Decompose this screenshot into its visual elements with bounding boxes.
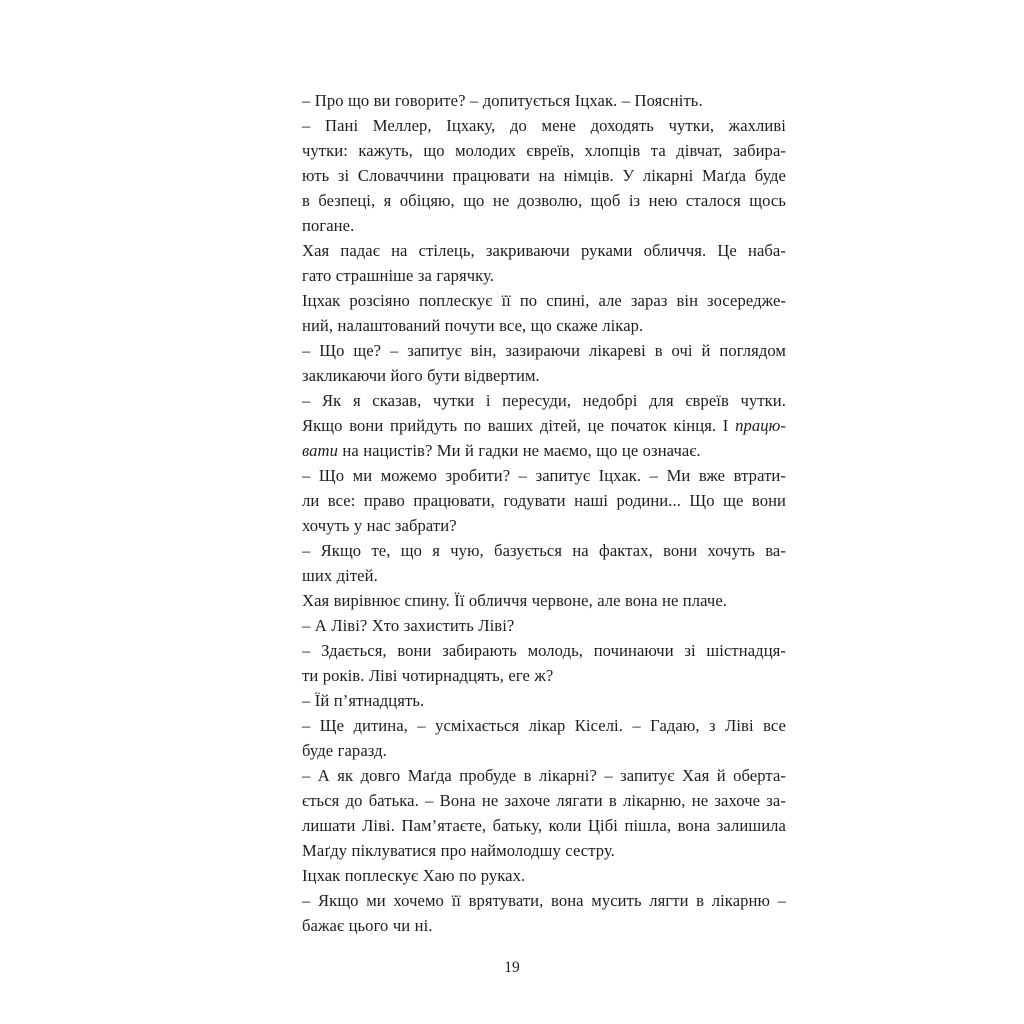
paragraph xyxy=(276,388,786,463)
text-line: – Що ще? – запитує він, зазираючи лікареві в очі й поглядом xyxy=(302,341,786,360)
text-line: – Їй п’ятнадцять. xyxy=(302,691,425,710)
text-line: – Пані Меллер, Іцхаку, до мене доходять чутки, жахливі xyxy=(302,116,786,135)
paragraph xyxy=(276,238,786,288)
text-line: хочуть у нас забрати? xyxy=(302,516,457,535)
text-line: Хая падає на стілець, закриваючи руками обличчя. Це наба- xyxy=(302,241,786,260)
text-line: погане. xyxy=(302,216,355,235)
paragraph xyxy=(276,863,786,888)
text-line: Якщо вони прийдуть по ваших дітей, це початок кінця. І працю- xyxy=(302,416,786,435)
text-line: – Здається, вони забирають молодь, починаючи зі шістнадця- xyxy=(302,641,786,660)
paragraph xyxy=(276,113,786,238)
text-line: Хая вирівнює спину. Її обличчя червоне, але вона не плаче. xyxy=(302,591,728,610)
text-line: Іцхак розсіяно поплескує її по спині, але зараз він зосередже- xyxy=(302,291,786,310)
text-line: Маґду піклуватися про наймолодшу сестру. xyxy=(302,841,615,860)
text-line: Іцхак поплескує Хаю по руках. xyxy=(302,866,526,885)
text-line: в безпеці, я обіцяю, що не дозволю, щоб із нею сталося щось xyxy=(302,191,786,210)
text-line: – Як я сказав, чутки і пересуди, недобрі для євреїв чутки. xyxy=(302,391,786,410)
paragraph xyxy=(276,338,786,388)
text-line: – А Ліві? Хто захистить Ліві? xyxy=(302,616,515,635)
paragraph xyxy=(276,538,786,588)
page-text-column xyxy=(276,88,786,938)
paragraph xyxy=(276,688,786,713)
paragraph xyxy=(276,638,786,688)
text-line: вати на нацистів? Ми й гадки не маємо, що це означає. xyxy=(302,441,701,460)
paragraph xyxy=(276,763,786,863)
text-line: ють зі Словаччини працювати на німців. У лікарні Маґда буде xyxy=(302,166,786,185)
text-line: ших дітей. xyxy=(302,566,378,585)
text-line: – Ще дитина, – усміхається лікар Кіселі. – Гадаю, з Ліві все xyxy=(302,716,786,735)
paragraph xyxy=(276,588,786,613)
text-line: ється до батька. – Вона не захоче лягати в лікарню, не захоче за- xyxy=(302,791,786,810)
text-line: гато страшніше за гарячку. xyxy=(302,266,495,285)
paragraph xyxy=(276,288,786,338)
emphasis-text: вати xyxy=(302,441,338,460)
paragraph xyxy=(276,88,786,113)
text-line: – А як довго Маґда пробуде в лікарні? – запитує Хая й оберта- xyxy=(302,766,786,785)
text-line: ли все: право працювати, годувати наші родини... Що ще вони xyxy=(302,491,786,510)
text-line: – Якщо те, що я чую, базується на фактах, вони хочуть ва- xyxy=(302,541,786,560)
text-line: бажає цього чи ні. xyxy=(302,916,433,935)
text-line: – Що ми можемо зробити? – запитує Іцхак. – Ми вже втрати- xyxy=(302,466,786,485)
text-line: буде гаразд. xyxy=(302,741,387,760)
text-line: – Якщо ми хочемо її врятувати, вона мусить лягти в лікарню – xyxy=(302,891,786,910)
text-line: ний, налаштований почути все, що скаже лікар. xyxy=(302,316,644,335)
paragraph xyxy=(276,888,786,938)
page-number: 19 xyxy=(504,959,520,976)
paragraph xyxy=(276,713,786,763)
text-line: – Про що ви говорите? – допитується Іцхак. – Поясніть. xyxy=(302,91,703,110)
text-line: чутки: кажуть, що молодих євреїв, хлопців та дівчат, забира- xyxy=(302,141,786,160)
emphasis-text: працю- xyxy=(735,416,786,435)
text-line: ти років. Ліві чотирнадцять, еге ж? xyxy=(302,666,554,685)
paragraph xyxy=(276,613,786,638)
paragraph xyxy=(276,463,786,538)
text-line: лишати Ліві. Пам’ятаєте, батьку, коли Цібі пішла, вона залишила xyxy=(302,816,786,835)
text-line: закликаючи його бути відвертим. xyxy=(302,366,540,385)
